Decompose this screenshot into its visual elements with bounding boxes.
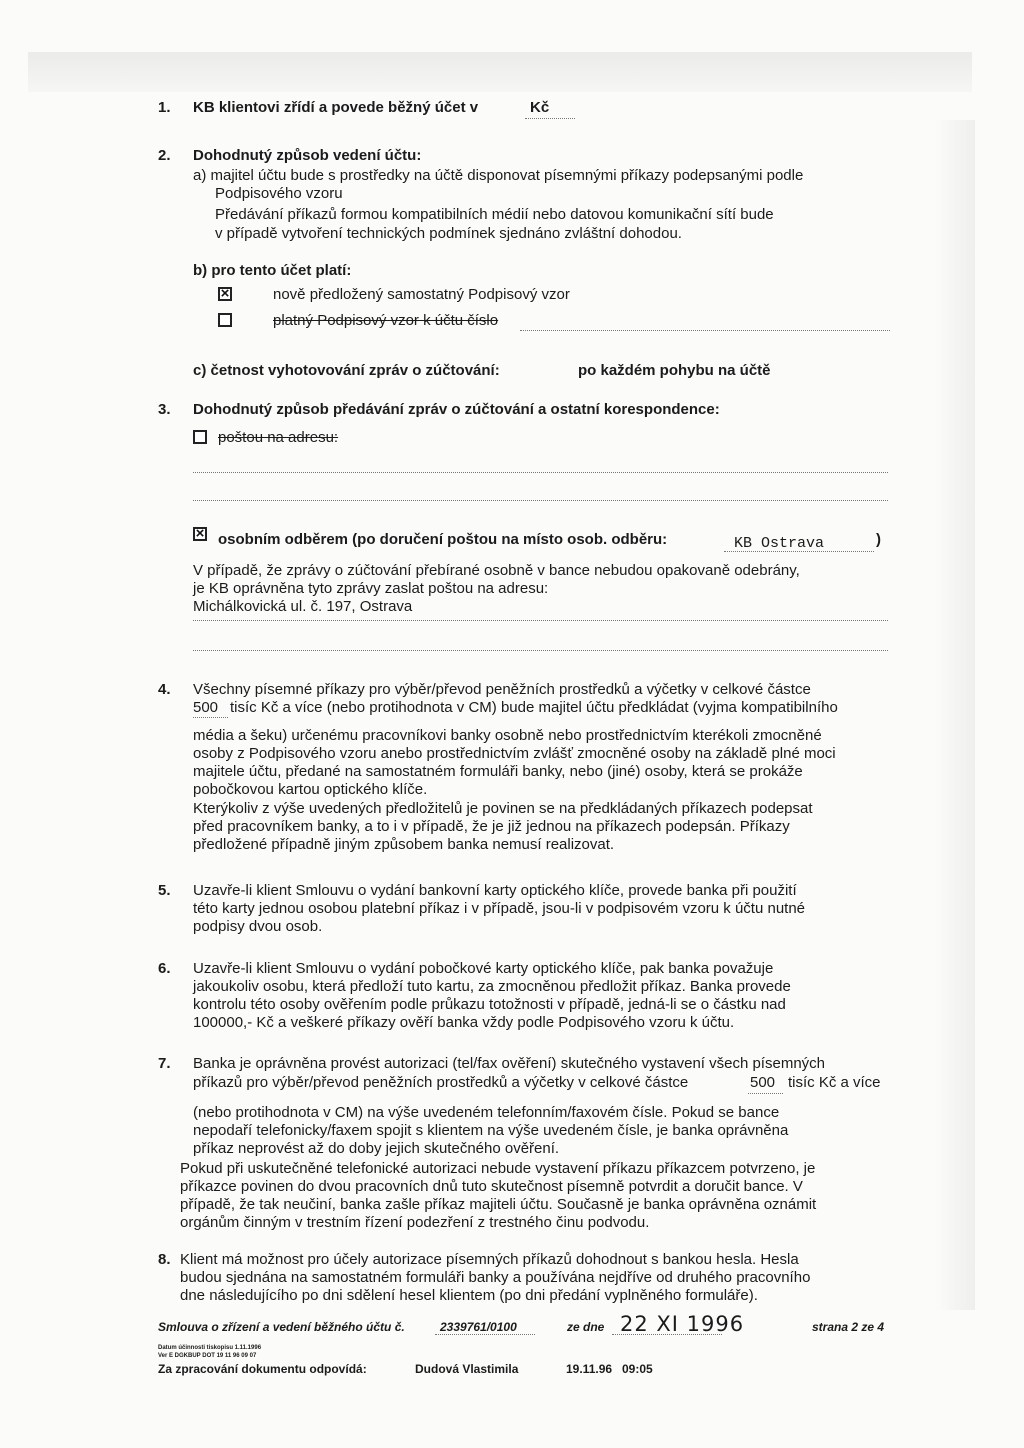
footer-date-underline xyxy=(612,1334,722,1335)
section-4-amount: 500 xyxy=(193,699,219,716)
footer-form-validity: Datum účinnosti tiskopisu 1.11.1996 xyxy=(158,1345,262,1351)
section-8-number: 8. xyxy=(158,1251,171,1268)
section-7-line-7: příkazce povinen do dvou pracovních dnů tuto skutečnost písemně potvrdit a doručit bance. V xyxy=(180,1178,803,1195)
new-signature-label: nově předložený samostatný Podpisový vzor xyxy=(273,286,570,303)
section-7-line-2: příkazů pro výběr/převod peněžních prostředků a výčetky v celkové částce xyxy=(193,1074,689,1091)
account-number-line xyxy=(520,330,890,331)
section-7-line-2-end: tisíc Kč a více xyxy=(788,1074,881,1091)
section-2-title: Dohodnutý způsob vedení účtu: xyxy=(193,147,422,164)
section-7-number: 7. xyxy=(158,1055,171,1072)
section-7-line-6: Pokud při uskutečněné telefonické autorizaci nebude vystavení příkazu příkazcem potvrzeno, je xyxy=(180,1160,816,1177)
post-delivery-label: poštou na adresu: xyxy=(218,429,339,446)
currency-value: Kč xyxy=(530,99,550,116)
section-4-line-8: před pracovníkem banky, a to i v případě, že je již jednou na příkazech podepsán. Příkazy xyxy=(193,818,790,835)
section-5-line-3: podpisy dvou osob. xyxy=(193,918,323,935)
section-6-line-3: kontrolu této osoby ověřením podle průkazu totožnosti v případě, jedná-li se o částku nad xyxy=(193,996,786,1013)
section-6-line-1: Uzavře-li klient Smlouvu o vydání pobočkové karty optického klíče, pak banka považuje xyxy=(193,960,774,977)
section-7-line-4: nepodaří telefonicky/faxem spojit s klientem na výše uvedeném čísle, je banka oprávněna xyxy=(193,1122,789,1139)
section-4-line-1: Všechny písemné příkazy pro výběr/převod peněžních prostředků a výčetky v celkové částce xyxy=(193,681,811,698)
section-3-line-2: je KB oprávněna tyto zprávy zaslat poštou na adresu: xyxy=(193,580,549,597)
statement-frequency-value: po každém pohybu na účtě xyxy=(578,362,771,379)
section-1-text: KB klientovi zřídí a povede běžný účet v xyxy=(193,99,479,116)
section-4-line-3: média a šeku) určenému pracovníkovi banky osobně nebo prostřednictvím kterékoli zmocněné xyxy=(193,727,822,744)
address-line-3 xyxy=(193,620,888,621)
section-7-line-9: orgánům činným v trestním řízení podezření z trestného činu podvodu. xyxy=(180,1214,650,1231)
footer-contract-label: Smlouva o zřízení a vedení běžného účtu č. xyxy=(158,1320,405,1334)
section-2a-line-4: v případě vytvoření technických podmínek sjednáno zvláštní dohodou. xyxy=(215,225,682,242)
footer-processed-date: 19.11.96 xyxy=(566,1362,613,1376)
section-6-number: 6. xyxy=(158,960,171,977)
section-7-line-1: Banka je oprávněna provést autorizaci (tel/fax ověření) skutečného vystavení všech písemných xyxy=(193,1055,825,1072)
section-5-line-2: této karty jednou osobou platební příkaz i v případě, jsou-li v podpisovém vzoru k účtu nutné xyxy=(193,900,806,917)
section-6-line-2: jakoukoliv osobu, která předloží tuto kartu, za zmocněnou předložit příkaz. Banka provede xyxy=(193,978,791,995)
pickup-close-paren: ) xyxy=(876,531,881,548)
footer-date-label: ze dne xyxy=(567,1320,605,1334)
section-4-line-6: pobočkovou kartou optického klíče. xyxy=(193,781,428,798)
section-7-line-8: případě, že tak neučiní, banka zašle příkaz majiteli účtu. Současně je banka oprávněna oznámit xyxy=(180,1196,817,1213)
section-4-line-9: předložené případně jiným způsobem banka nemusí realizovat. xyxy=(193,836,615,853)
pickup-branch-value: KB Ostrava xyxy=(734,535,825,552)
address-line-2 xyxy=(193,500,888,501)
footer-contract-underline xyxy=(435,1334,535,1335)
section-8-line-1: Klient má možnost pro účely autorizace písemných příkazů dohodnout s bankou hesla. Hesla xyxy=(180,1251,799,1268)
footer-processed-label: Za zpracování dokumentu odpovídá: xyxy=(158,1362,367,1376)
statement-frequency-label: c) četnost vyhotovování zpráv o zúčtování: xyxy=(193,362,500,379)
existing-signature-checkbox[interactable] xyxy=(218,313,232,327)
footer-page-number: strana 2 ze 4 xyxy=(812,1320,885,1334)
section-8-line-3: dne následujícího po dni sdělení hesel klientem (po dni předání vyplněného formuláře). xyxy=(180,1287,758,1304)
footer-date-value: 22 XI 1996 xyxy=(620,1312,745,1336)
section-7-amount-underline xyxy=(748,1093,783,1094)
section-5-number: 5. xyxy=(158,882,171,899)
section-2a-line-3: Předávání příkazů formou kompatibilních médií nebo datovou komunikační sítí bude xyxy=(215,206,774,223)
address-line-1 xyxy=(193,472,888,473)
currency-underline xyxy=(525,118,575,119)
section-4-line-5: majitele účtu, předané na samostatném formuláři banky, nebo (jiné) osoby, která se prokáže xyxy=(193,763,803,780)
footer-form-version: Ver E DGKBUP DOT 19 11 96 09 07 xyxy=(158,1353,257,1359)
section-4-line-7: Kterýkoliv z výše uvedených předložitelů je povinen se na předkládaných příkazech podepsat xyxy=(193,800,813,817)
existing-signature-label: platný Podpisový vzor k účtu číslo xyxy=(273,312,499,329)
footer-contract-number: 2339761/0100 xyxy=(440,1320,517,1334)
post-delivery-checkbox[interactable] xyxy=(193,430,207,444)
personal-pickup-label: osobním odběrem (po doručení poštou na místo osob. odběru: xyxy=(218,531,668,548)
section-2-number: 2. xyxy=(158,147,171,164)
section-2a-line-2: Podpisového vzoru xyxy=(215,185,343,202)
section-1-number: 1. xyxy=(158,99,171,116)
section-7-line-5: příkaz neprovést až do doby jejich skutečného ověření. xyxy=(193,1140,560,1157)
address-line-4 xyxy=(193,650,888,651)
section-7-amount: 500 xyxy=(750,1074,776,1091)
pickup-branch-underline xyxy=(724,551,874,552)
new-signature-checkbox[interactable] xyxy=(218,287,232,301)
personal-pickup-checkbox[interactable] xyxy=(193,527,207,541)
section-6-line-4: 100000,- Kč a veškeré příkazy ověří banka vždy podle Podpisového vzoru k účtu. xyxy=(193,1014,735,1031)
footer-processed-time: 09:05 xyxy=(622,1362,653,1376)
section-3-title: Dohodnutý způsob předávání zpráv o zúčtování a ostatní korespondence: xyxy=(193,401,720,418)
section-4-line-4: osoby z Podpisového vzoru anebo prostřednictvím zvlášť zmocněné osoby na základě plné moci xyxy=(193,745,836,762)
scan-edge-shadow xyxy=(935,120,975,1310)
section-4-amount-underline xyxy=(193,717,228,718)
mailing-address: Michálkovická ul. č. 197, Ostrava xyxy=(193,598,413,615)
section-5-line-1: Uzavře-li klient Smlouvu o vydání bankovní karty optického klíče, provede banka při použití xyxy=(193,882,797,899)
section-3-number: 3. xyxy=(158,401,171,418)
section-2b-title: b) pro tento účet platí: xyxy=(193,262,352,279)
section-7-line-3: (nebo protihodnota v CM) na výše uvedeném telefonním/faxovém čísle. Pokud se bance xyxy=(193,1104,780,1121)
section-4-line-2: tisíc Kč a více (nebo protihodnota v CM) bude majitel účtu předkládat (vyjma kompatibilního xyxy=(230,699,838,716)
scan-header-band xyxy=(28,52,972,92)
section-2a-line-1: a) majitel účtu bude s prostředky na účtě disponovat písemnými příkazy podepsanými podle xyxy=(193,167,804,184)
section-4-number: 4. xyxy=(158,681,171,698)
section-3-line-1: V případě, že zprávy o zúčtování přebírané osobně v bance nebudou opakovaně odebrány, xyxy=(193,562,800,579)
section-8-line-2: budou sjednána na samostatném formuláři banky a používána nejdříve od druhého pracovního xyxy=(180,1269,811,1286)
footer-processed-name: Dudová Vlastimila xyxy=(415,1362,519,1376)
